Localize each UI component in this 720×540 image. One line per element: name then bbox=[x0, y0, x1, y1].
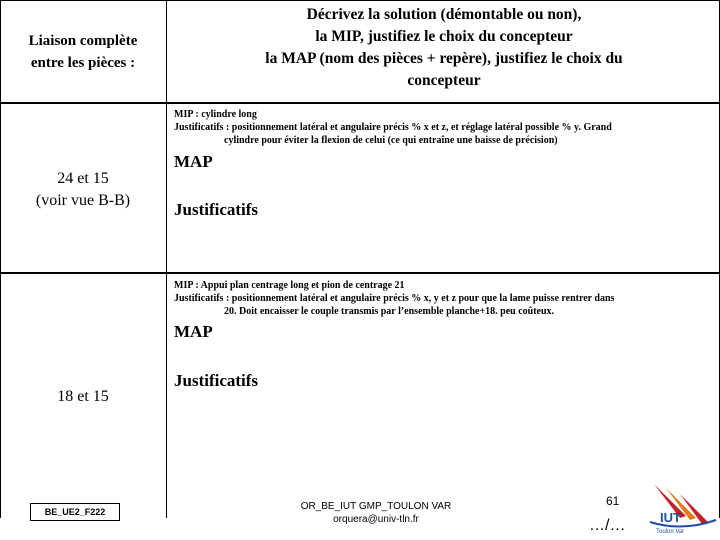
row2-map-label: MAP bbox=[174, 322, 213, 341]
iut-logo-icon bbox=[646, 482, 718, 538]
column-divider bbox=[166, 0, 167, 518]
header-right-line4: concepteur bbox=[407, 72, 481, 89]
row1-mip-line2: Justificatifs : positionnement latéral et angulaire précis % x et z, et réglage latéral possible % y. Grand bbox=[174, 122, 612, 133]
row1-mip-line3: cylindre pour éviter la flexion de celui (ce qui entraîne une baisse de précision) bbox=[224, 135, 558, 146]
header-bottom-border bbox=[0, 102, 720, 104]
row1-bottom-border bbox=[0, 272, 720, 274]
row1-pieces-line1: 24 et 15 bbox=[57, 170, 109, 187]
row2-pieces: 18 et 15 bbox=[57, 388, 109, 405]
header-right-line1: Décrivez la solution (démontable ou non), bbox=[306, 6, 582, 23]
table-top-border bbox=[0, 0, 720, 1]
row1-map-label: MAP bbox=[174, 152, 213, 171]
page-number: 61 bbox=[606, 494, 620, 508]
row1-mip-line1: MIP : cylindre long bbox=[174, 109, 257, 120]
row2-mip-line2: Justificatifs : positionnement latéral et angulaire précis % x, y et z pour que la lame puisse rentrer dans bbox=[174, 293, 615, 304]
logo-subtext: Toulon Var bbox=[656, 529, 685, 535]
row1-pieces bbox=[0, 168, 166, 212]
footer-code-box: BE_UE2_F222 bbox=[30, 503, 120, 521]
row1-justif-label: Justificatifs bbox=[174, 200, 259, 219]
row2-mip-line3: 20. Doit encaisser le couple transmis par l’ensemble planche+18. peu coûteux. bbox=[224, 306, 555, 317]
footer-email: orquera@univ-tln.fr bbox=[333, 514, 419, 525]
header-right-line2: la MIP, justifiez le choix du concepteur bbox=[315, 28, 573, 45]
row1-pieces-line2: (voir vue B-B) bbox=[35, 192, 131, 209]
footer-org: OR_BE_IUT GMP_TOULON VAR bbox=[300, 501, 452, 512]
header-left-line2: entre les pièces : bbox=[30, 55, 136, 71]
row2-justif-label: Justificatifs bbox=[174, 371, 259, 390]
logo-text: IUT bbox=[660, 510, 681, 525]
header-left-line1: Liaison complète bbox=[28, 33, 138, 49]
header-right-line3: la MAP (nom des pièces + repère), justifiez le choix du bbox=[265, 50, 623, 67]
footer-credits bbox=[266, 500, 486, 526]
row2-mip-line1: MIP : Appui plan centrage long et pion de centrage 21 bbox=[174, 280, 405, 291]
header-left-cell bbox=[0, 30, 166, 74]
continue-marker: …/… bbox=[589, 517, 626, 534]
header-right-cell bbox=[168, 4, 720, 92]
table-left-border bbox=[0, 0, 1, 518]
row2-mip-text bbox=[174, 279, 714, 318]
row1-mip-text bbox=[174, 108, 714, 147]
